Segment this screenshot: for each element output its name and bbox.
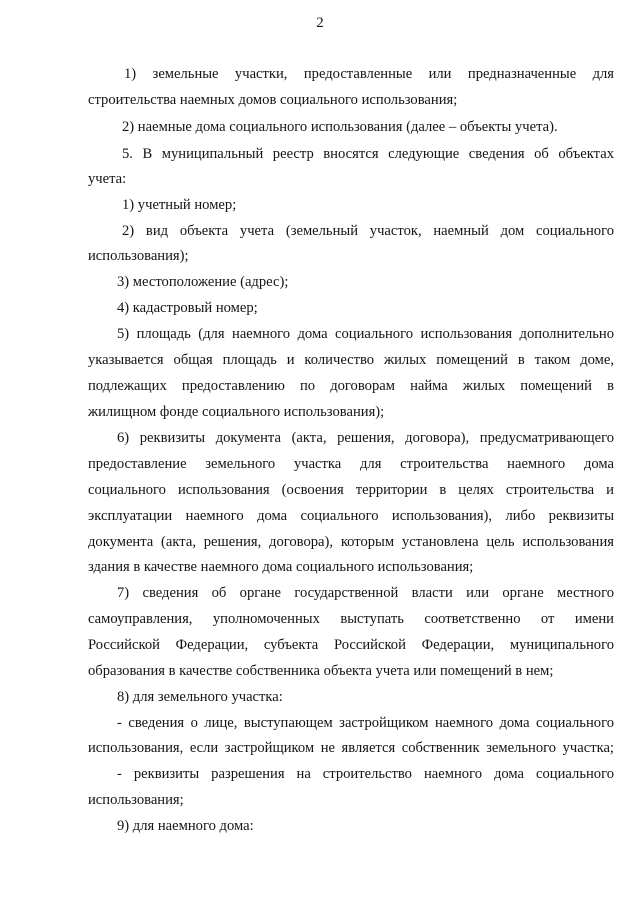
text-line: социального использования (освоения территории в целях строительства и <box>88 482 614 498</box>
text-line: использования; <box>88 792 184 808</box>
text-line: учета: <box>88 171 127 187</box>
text-line: образования в качестве собственника объекта учета или помещений в нем; <box>88 663 554 679</box>
text-line: подлежащих предоставлению по договорам найма жилых помещений в <box>88 378 614 394</box>
text-line: 4) кадастровый номер; <box>117 300 258 316</box>
text-line: - реквизиты разрешения на строительство наемного дома социального <box>117 766 614 782</box>
text-line: 9) для наемного дома: <box>117 818 254 834</box>
text-line: использования); <box>88 248 189 264</box>
text-line: 1) учетный номер; <box>122 197 237 213</box>
text-line: строительства наемных домов социального использования; <box>88 92 458 108</box>
text-line: Российской Федерации, субъекта Российской Федерации, муниципального <box>88 637 614 653</box>
text-line: 5. В муниципальный реестр вносятся следующие сведения об объектах <box>122 146 614 162</box>
text-line: документа (акта, решения, договора), которым установлена цель использования <box>88 534 614 550</box>
page-number: 2 <box>316 15 324 31</box>
text-line: указывается общая площадь и количество жилых помещений в таком доме, <box>88 352 614 368</box>
text-line: 5) площадь (для наемного дома социального использования дополнительно <box>117 326 614 342</box>
text-line: 6) реквизиты документа (акта, решения, договора), предусматривающего <box>117 430 614 446</box>
text-line: 2) наемные дома социального использования (далее – объекты учета). <box>122 119 558 135</box>
text-line: 8) для земельного участка: <box>117 689 283 705</box>
text-line: 3) местоположение (адрес); <box>117 274 289 290</box>
text-line: самоуправления, уполномоченных выступать соответственно от имени <box>88 611 614 627</box>
text-line: здания в качестве наемного дома социального использования; <box>88 559 474 575</box>
text-line: - сведения о лице, выступающем застройщиком наемного дома социального <box>117 715 614 731</box>
text-line: 7) сведения об органе государственной власти или органе местного <box>117 585 614 601</box>
text-line: эксплуатации наемного дома социального использования), либо реквизиты <box>88 508 614 524</box>
text-line: предоставление земельного участка для строительства наемного дома <box>88 456 614 472</box>
text-line: жилищном фонде социального использования); <box>88 404 385 420</box>
text-line: 2) вид объекта учета (земельный участок, наемный дом социального <box>122 223 614 239</box>
text-line: использования, если застройщиком не является собственник земельного участка; <box>88 740 614 756</box>
text-line: 1) земельные участки, предоставленные или предназначенные для <box>124 66 614 82</box>
